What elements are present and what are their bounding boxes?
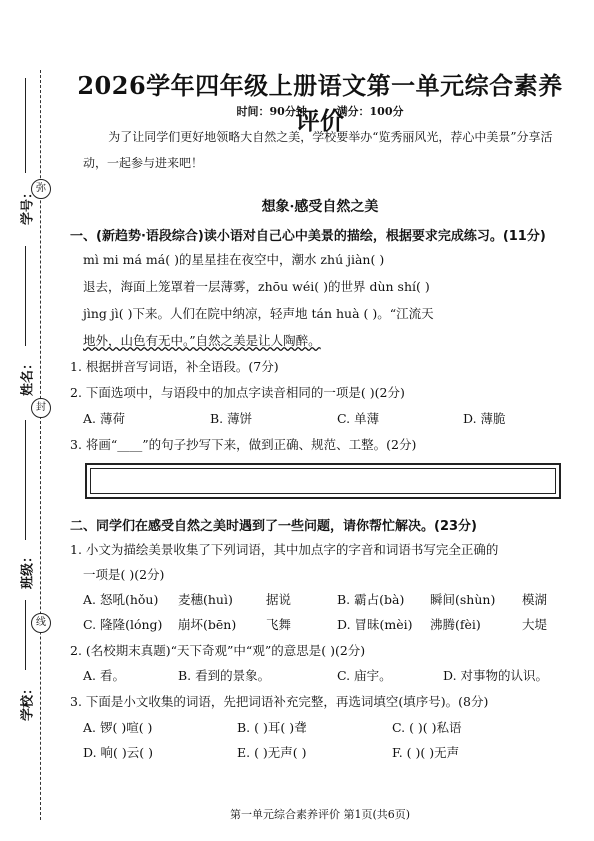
q1-sub2: 2. 下面选项中，与语段中的加点字读音相同的一项是( )(2分) (70, 385, 405, 400)
q2-sub2-option-a[interactable]: A. 看。 (83, 668, 125, 683)
q2-sub1-a-word2: 麦穗(huì) (178, 592, 233, 607)
q2-sub2: 2. (名校期末真题)“天下奇观”中“观”的意思是( )(2分) (70, 643, 366, 658)
q2-sub1-b-word1[interactable]: B. 霸占(bà) (337, 592, 405, 607)
answer-writing-box[interactable] (85, 463, 561, 499)
intro-paragraph: 为了让同学们更好地领略大自然之美，学校要举办“览秀丽风光，荐心中美景”分享活动，一起参与进来吧！ (83, 130, 553, 170)
section-title: 想象·感受自然之美 (261, 199, 379, 215)
class-line[interactable] (25, 420, 26, 540)
q2-sub1-d-word2: 沸腾(fèi) (430, 617, 481, 632)
q1-heading: 一、(新趋势·语段综合)读小语对自己心中美景的描绘，根据要求完成练习。(11分) (70, 229, 546, 244)
page-title: 2026学年四年级上册语文第一单元综合素养评价 (77, 71, 563, 135)
q2-sub1-b-word3: 模湖 (522, 592, 548, 607)
q2-sub1-c-word3: 飞舞 (266, 617, 292, 632)
seal-char-feng: 封 (31, 398, 51, 418)
q2-sub1-c-word2: 崩坏(bēn) (178, 617, 237, 632)
q2-sub3-word-f[interactable]: F. ( )( )无声 (392, 745, 460, 760)
q2-sub1-d-word1[interactable]: D. 冒昧(mèi) (337, 617, 413, 632)
student-id-label: 学号： (20, 186, 36, 226)
passage-line-3: jìng jì( )下来。人们在院中纳凉，轻声地 tán huà ( )。“江流天 (83, 306, 434, 321)
class-label: 班级： (20, 550, 36, 590)
passage-line-2: 退去，海面上笼罩着一层薄雾，zhōu wéi( )的世界 dùn shí( ) (83, 279, 430, 294)
q2-sub3-word-b[interactable]: B. ( )耳( )聋 (237, 720, 307, 735)
time-limit: 时间：90分钟 (236, 105, 307, 118)
school-line[interactable] (25, 600, 26, 670)
q2-sub1-d-word3: 大堤 (522, 617, 548, 632)
q2-heading: 二、同学们在感受自然之美时遇到了一些问题，请你帮忙解决。(23分) (70, 519, 477, 534)
q1-sub2-option-a[interactable]: A. 薄荷 (83, 411, 125, 426)
q2-sub3: 3. 下面是小文收集的词语，先把词语补充完整，再选词填空(填序号)。(8分) (70, 694, 489, 709)
name-line[interactable] (25, 246, 26, 346)
passage-line-4: 地外，山色有无中。”自然之美是让人陶醉。 (83, 333, 321, 348)
q2-sub1-line2: 一项是( )(2分) (83, 567, 165, 582)
q1-sub3: 3. 将画“____”的句子抄写下来，做到正确、规范、工整。(2分) (70, 437, 417, 452)
q1-sub2-option-c[interactable]: C. 单薄 (337, 411, 380, 426)
seal-char-xian: 线 (31, 613, 51, 633)
school-label: 学校： (20, 682, 36, 722)
q2-sub3-word-e[interactable]: E. ( )无声( ) (237, 745, 307, 760)
q2-sub3-word-c[interactable]: C. ( )( )私语 (392, 720, 462, 735)
q2-sub3-word-a[interactable]: A. 锣( )喧( ) (83, 720, 153, 735)
name-label: 姓名： (20, 357, 36, 397)
q2-sub1-b-word2: 瞬间(shùn) (430, 592, 496, 607)
q2-sub3-word-d[interactable]: D. 响( )云( ) (83, 745, 153, 760)
q1-sub1: 1. 根据拼音写词语，补全语段。(7分) (70, 359, 279, 374)
student-id-line[interactable] (25, 78, 26, 173)
q2-sub1-a-word1[interactable]: A. 怒吼(hǒu) (83, 592, 159, 607)
q2-sub1-a-word3: 据说 (266, 592, 292, 607)
q2-sub1-c-word1[interactable]: C. 隆隆(lóng) (83, 617, 163, 632)
q1-sub2-option-b[interactable]: B. 薄饼 (210, 411, 253, 426)
q2-sub2-option-d[interactable]: D. 对事物的认识。 (443, 668, 549, 683)
exam-meta (70, 103, 570, 119)
full-score: 满分：100分 (336, 105, 404, 118)
passage-line-1: mì mi má má( )的星星挂在夜空中，潮水 zhú jiàn( ) (83, 252, 385, 267)
q2-sub2-option-b[interactable]: B. 看到的景象。 (178, 668, 271, 683)
seal-char-mi: 弥 (31, 179, 51, 199)
q1-sub2-option-d[interactable]: D. 薄脆 (463, 411, 506, 426)
q2-sub1-line1: 1. 小文为描绘美景收集了下列词语，其中加点字的字音和词语书写完全正确的 (70, 542, 499, 557)
q2-sub2-option-c[interactable]: C. 庙宇。 (337, 668, 392, 683)
page-footer: 第一单元综合素养评价 第1页(共6页) (229, 808, 411, 821)
